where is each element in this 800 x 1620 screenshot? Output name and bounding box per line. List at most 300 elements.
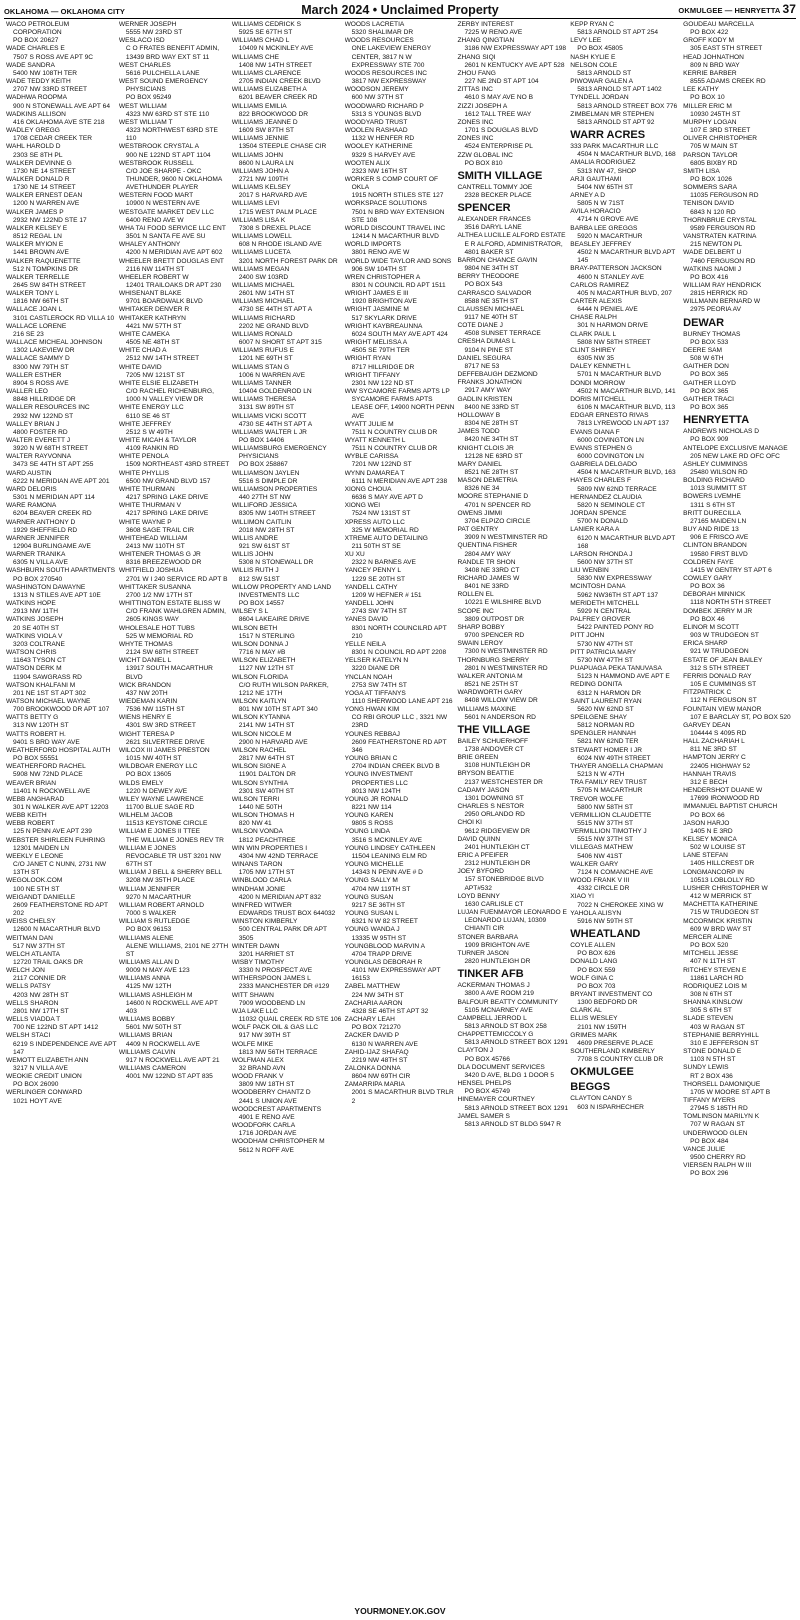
- claimant-name: WOOD FRANK V III: [570, 877, 630, 885]
- listing-entry: [683, 673, 794, 689]
- claimant-address: 4730 SE 44TH ST APT A: [238, 420, 313, 428]
- claimant-address: 8316 BREEZEWOOD DR: [125, 559, 202, 567]
- claimant-address: 3220 DIANE DR: [351, 665, 400, 673]
- listing-entry: [232, 747, 343, 763]
- claimant-address: 12904 BURLINGAME AVE: [13, 543, 91, 550]
- claimant-address: 7813 LYREWOOD LN APT 137: [577, 420, 670, 428]
- claimant-name: WIN WIN PROPERTIES I: [231, 844, 308, 852]
- claimant-address: 5700 N DONALD: [577, 518, 628, 526]
- listing-entry: [232, 861, 343, 877]
- claimant-address: 6500 NW GRAND BLVD 157: [125, 477, 211, 485]
- listing-entry: [232, 233, 343, 249]
- claimant-name: XU XU: [344, 551, 365, 559]
- claimant-name: WADE DELBERT U: [683, 249, 742, 257]
- claimant-name: JAMES TODD: [457, 428, 500, 436]
- claimant-address: 8521 NE 28TH ST: [464, 468, 519, 476]
- claimant-name: WORLD DISCOUNT TRAVEL INC: [344, 224, 446, 232]
- listing-entry: [345, 176, 456, 200]
- claimant-address: PO BOX 721270: [351, 1024, 401, 1032]
- listing-entry: [570, 600, 681, 616]
- claimant-address: 6000 COVINGTON LN: [577, 436, 644, 444]
- claimant-address: 2141 NW 14TH ST: [238, 722, 295, 730]
- claimant-name: WILLIAMS CHE: [231, 53, 279, 61]
- claimant-name: DEFFEBAUGH DEZMOND: [457, 371, 538, 379]
- claimant-address: 5601 NW 50TH ST: [125, 1024, 182, 1032]
- listing-entry: [6, 388, 117, 404]
- claimant-name: ERICA SHARP: [683, 640, 728, 648]
- claimant-name: GAITHER LLOYD: [683, 379, 736, 387]
- claimant-name: YOUNES REBBAJ: [344, 730, 400, 738]
- listing-entry: [345, 437, 456, 453]
- listing-entry: [683, 657, 794, 673]
- claimant-name: GAITHER TRACI: [683, 395, 734, 403]
- claimant-name: BALFOUR BEATTY COMMUNITY: [457, 998, 558, 1006]
- listing-entry: [119, 567, 230, 583]
- claimant-address: 4200 N MERIDIAN APT 832: [238, 893, 322, 901]
- claimant-name: WELSH STACI: [6, 1032, 51, 1040]
- claimant-address: 6305 NW 35: [577, 355, 614, 363]
- claimant-address: 2124 SW 68TH STREET: [125, 649, 199, 657]
- claimant-address: 5705 N MACARTHUR: [577, 787, 643, 795]
- claimant-name: WILLIAM JENNIFER: [118, 885, 181, 893]
- listing-entry: [570, 730, 681, 746]
- claimant-name: WEBB ROBERT: [6, 820, 55, 828]
- claimant-address: 2700 1/2 NW 17TH ST: [125, 591, 193, 599]
- listing-entry: [457, 428, 568, 444]
- listing-entry: [683, 918, 794, 934]
- claimant-name: WORKER S COMP COURT OF OKLA: [344, 175, 438, 192]
- claimant-address: 1612 TALL TREE WAY: [464, 110, 532, 118]
- listing-entry: [119, 192, 230, 208]
- listing-entry: [119, 796, 230, 812]
- claimant-name: WHITAKER DENVER R: [118, 306, 190, 314]
- listing-entry: [6, 682, 117, 698]
- claimant-name: WADKINS ALLISON: [6, 110, 66, 118]
- claimant-name: BRYANT INVESTMENT CO: [570, 990, 653, 998]
- listing-entry: [6, 209, 117, 225]
- claimant-address: 25480 WILSON RD: [690, 468, 748, 476]
- claimant-name: WESTBROOK CRYSTAL A: [118, 143, 199, 151]
- claimant-name: WARNER ANTHONY D: [6, 518, 76, 526]
- claimant-address: 4609 PRESERVE PLACE: [577, 1039, 654, 1047]
- claimant-name: ZERBY INTEREST: [457, 21, 514, 28]
- claimant-name: WILLIAMS ELIZABETH A: [231, 86, 307, 94]
- claimant-address: PO BOX 422: [690, 29, 729, 37]
- listing-entry: [457, 1080, 568, 1096]
- listing-entry: [6, 45, 117, 61]
- claimant-name: WARD AUSTIN: [6, 469, 52, 477]
- claimant-address: PO BOX 55551: [13, 755, 59, 763]
- claimant-name: WHITE ELSIE ELIZABETH: [118, 379, 199, 387]
- listing-entry: [345, 641, 456, 657]
- listing-entry: [345, 258, 456, 274]
- claimant-name: TIFFANY MYERS: [683, 1097, 736, 1104]
- listing-entry: [457, 542, 568, 558]
- listing-entry: [345, 421, 456, 437]
- claimant-address: 7501 N BRD WAY EXTENSION STE 108: [351, 208, 445, 224]
- listing-entry: [570, 877, 681, 893]
- claimant-address: 2753 SW 74TH ST: [351, 681, 407, 689]
- claimant-address: PO BOX 45749: [464, 1088, 510, 1096]
- claimant-address: 211 50TH ST SE: [351, 543, 401, 550]
- claimant-name: WOODBERRY CHANTZ D: [231, 1089, 311, 1097]
- claimant-address: PO BOX 543: [464, 281, 503, 289]
- claimant-name: WHITENER THOMAS G JR: [118, 551, 201, 559]
- claimant-name: GADLIN KRISTEN: [457, 395, 513, 403]
- listing-entry: [457, 306, 568, 322]
- listing-entry: [232, 657, 343, 673]
- claimant-name: WILSON TERRI: [231, 795, 280, 803]
- listing-entry: [345, 290, 456, 306]
- listing-entry: [457, 338, 568, 354]
- claimant-address: 4502 N MACARTHUR BLVD, 141: [577, 387, 676, 395]
- claimant-name: WATKINS VIOLA V: [6, 632, 63, 640]
- listing-entry: [345, 70, 456, 86]
- listing-entry: [345, 1065, 456, 1081]
- claimant-name: ALTHEA LUCILLE ALFORD ESTATE: [457, 232, 566, 240]
- listing-entry: [119, 21, 230, 37]
- listing-entry: [6, 649, 117, 665]
- claimant-address: 7460 FERGUSON RD: [690, 257, 756, 265]
- listing-entry: [232, 298, 343, 314]
- claimant-address: 6219 S INDEPENDENCE AVE APT 147: [13, 1040, 117, 1056]
- listing-entry: [345, 755, 456, 771]
- listing-entry: [119, 763, 230, 779]
- claimant-address: 1229 SE 20TH ST: [351, 575, 406, 583]
- claimant-address: 125 N PENN AVE APT 239: [13, 828, 92, 836]
- claimant-address: 5929 N CENTRAL: [577, 607, 632, 615]
- claimant-address: 5813 ARNOLD ST BLDG 5947 R: [464, 1120, 562, 1128]
- claimant-name: WADE TEDDY KEITH: [6, 78, 71, 86]
- listing-entry: [457, 290, 568, 306]
- listing-entry: [570, 975, 681, 991]
- listing-entry: [570, 412, 681, 428]
- listing-entry: [345, 127, 456, 143]
- listing-column-6: [570, 21, 683, 1599]
- claimant-address: 906 SW 104TH ST: [351, 265, 407, 273]
- claimant-name: WINANS TARON: [231, 861, 283, 869]
- listing-entry: [232, 1122, 343, 1138]
- claimant-address: 5422 PAINTED PONY RD: [577, 624, 654, 632]
- claimant-name: BRITT DURECILLA: [683, 509, 741, 517]
- claimant-name: WILSON THOMAS H: [231, 812, 295, 820]
- listing-entry: [345, 274, 456, 290]
- claimant-name: WILLIAM S RUTLEDGE: [118, 918, 190, 926]
- claimant-address: PO BOX 10: [690, 94, 725, 102]
- listing-entry: [6, 290, 117, 306]
- listing-entry: [232, 886, 343, 902]
- claimant-name: VIERSEN RALPH W III: [683, 1162, 752, 1170]
- listing-entry: [6, 951, 117, 967]
- claimant-name: ZACKER DAVID P: [344, 1032, 400, 1040]
- claimant-address: 10513 LOBLOLLY RD: [690, 876, 755, 884]
- claimant-name: WASHINGTON DAWAYNE: [6, 583, 86, 591]
- claimant-name: WILLIAMS VICKI SCOTT: [231, 412, 307, 420]
- claimant-name: VANSTRATEN KATRINA: [683, 233, 757, 241]
- claimant-address: REVOCABLE TR UST 3201 NW 67TH ST: [125, 852, 221, 869]
- claimant-address: 4524 ENTERPRISE PL: [464, 143, 533, 151]
- listing-entry: [119, 698, 230, 714]
- claimant-address: 5616 PULCHELLA LANE: [125, 69, 200, 77]
- claimant-name: WILLIAMS STAN G: [231, 363, 290, 371]
- claimant-name: CARLOS RAMIREZ: [570, 281, 629, 289]
- claimant-name: BOWERS LVEMHE: [683, 493, 741, 501]
- listing-entry: [6, 567, 117, 583]
- claimant-address: 5600 NW 37TH ST: [577, 559, 633, 566]
- claimant-name: YOUNGBLOOD MARVIN A: [344, 942, 426, 950]
- listing-entry: [683, 803, 794, 819]
- claimant-address: 4505 NE 48TH ST: [125, 339, 180, 347]
- listing-entry: [570, 314, 681, 330]
- claimant-name: SPEILGENE SHAY: [570, 713, 627, 721]
- claimant-address: 3801 RENO AVE W: [351, 249, 410, 257]
- claimant-address: 2101 NW 159TH: [577, 1023, 627, 1031]
- claimant-address: 1021 HOYT AVE: [13, 1097, 62, 1105]
- claimant-address: C O FRATES BENEFIT ADMIN, 13439 BRD WAY EXT ST 11: [125, 45, 220, 61]
- claimant-address: 10404 GOLDENROD LN: [238, 388, 312, 396]
- claimant-name: DALEY KENNETH L: [570, 363, 631, 371]
- claimant-address: 1313 N STILES AVE APT 10E: [13, 591, 101, 599]
- listing-entry: [232, 200, 343, 216]
- claimant-name: HOLLOWAY B: [457, 411, 501, 419]
- listing-entry: [232, 975, 343, 991]
- listing-entry: [683, 1113, 794, 1129]
- claimant-name: DEERE SAM: [683, 346, 722, 354]
- claimant-name: WILLIAMS MICHAEL: [231, 282, 295, 289]
- claimant-address: LEONARDO LUJAN, 10309 CHIANTI CIR: [464, 917, 547, 933]
- claimant-name: WATTS BETTY G: [6, 714, 59, 722]
- listing-entry: [457, 37, 568, 53]
- claimant-address: 12128 NE 63RD ST: [464, 452, 523, 460]
- listing-entry: [232, 37, 343, 53]
- claimant-name: WHITE PENOLA: [118, 453, 169, 461]
- claimant-address: 1738 ANDOVER CT: [464, 745, 524, 753]
- claimant-address: 1013 SUMMITT ST: [690, 485, 747, 493]
- listing-entry: [6, 160, 117, 176]
- claimant-name: WORKSPACE SOLUTIONS: [344, 200, 427, 208]
- claimant-name: PALFREY GROVER: [570, 616, 631, 624]
- claimant-name: ZZW GLOBAL INC: [457, 151, 513, 159]
- claimant-name: WELLS PATSY: [6, 983, 51, 991]
- claimant-name: ZABEL MATTHEW: [344, 983, 400, 991]
- listing-entry: [345, 910, 456, 926]
- claimant-name: GROFF KODY M: [683, 37, 734, 45]
- claimant-name: SHANNA KINSLOW: [683, 999, 743, 1007]
- claimant-address: 8408 WILLOW VIEW DR: [464, 697, 538, 705]
- listing-entry: [683, 21, 794, 37]
- claimant-name: TURNER JASON: [457, 949, 509, 957]
- claimant-address: 1132 W HENFER RD: [351, 135, 415, 143]
- claimant-address: 2001 S MACARTHUR BLVD TRLR 2: [351, 1089, 454, 1105]
- claimant-name: EDGAR ERNESTO RIVAS: [570, 412, 649, 420]
- claimant-address: 2512 NW 14TH STREET: [125, 355, 200, 363]
- claimant-name: CLAUSSEN MICHAEL: [457, 305, 525, 313]
- claimant-name: PIWOWAR GALEN A: [570, 78, 634, 86]
- claimant-name: WHITTINGTON ESTATE BLISS W: [118, 600, 221, 608]
- listing-entry: [570, 477, 681, 493]
- claimant-name: ZHANG QINGTIAN: [457, 37, 515, 45]
- listing-entry: [232, 429, 343, 445]
- claimant-address: 8555 ADAMS CREEK RD: [690, 78, 766, 86]
- claimant-name: WINBLOOD CARLA: [231, 877, 292, 885]
- listing-entry: [570, 567, 681, 583]
- claimant-name: VANCE JULIE: [683, 1145, 726, 1153]
- claimant-name: WILLIAMS EMILIA: [231, 102, 287, 110]
- claimant-address: 4200 N MERIDIAN AVE APT 602: [125, 249, 223, 257]
- claimant-address: 201 NE 1ST ST APT 302: [13, 689, 86, 697]
- claimant-address: 1915 NORTH STILES STE 127: [351, 192, 444, 200]
- claimant-address: PO BOX 270540: [13, 575, 63, 583]
- claimant-address: 2804 AMY WAY: [464, 550, 511, 558]
- claimant-name: CLARK AL: [570, 1007, 602, 1015]
- claimant-address: 2441 S UNION AVE: [238, 1097, 297, 1105]
- claimant-address: 6201 BEAVER CREEK RD: [238, 94, 318, 102]
- claimant-address: 9329 S HARVEY AVE: [351, 151, 416, 159]
- claimant-name: WISBY TIMOTHY: [231, 958, 285, 966]
- claimant-name: WILLIAMS WALTER L JR: [231, 428, 307, 436]
- claimant-address: 8600 N LAURA LN: [238, 159, 294, 167]
- claimant-address: PO BOX 1026: [690, 175, 732, 183]
- claimant-address: EDWARDS TRUST BOX 644032: [238, 910, 336, 918]
- claimant-name: WHOLESALE HOT TUBS: [118, 624, 195, 632]
- claimant-name: LOYD BENNY: [457, 892, 500, 900]
- listing-entry: [232, 608, 343, 624]
- claimant-name: WALLER LEO: [6, 388, 48, 396]
- claimant-name: QUENTINA FISHER: [457, 542, 518, 550]
- claimant-address: 1103 N 5TH ST: [690, 1056, 736, 1064]
- claimant-name: WILLMANN BERNARD W: [683, 298, 761, 306]
- listing-entry: [119, 241, 230, 257]
- claimant-name: WILLIAMS JOHN A: [231, 167, 289, 175]
- claimant-address: 5620 NW 62ND ST: [577, 705, 634, 713]
- listing-columns: [6, 21, 796, 1599]
- claimant-name: CHASE RALPH: [570, 314, 617, 322]
- claimant-address: 9700 SPENCER RD: [464, 632, 525, 640]
- claimant-name: MILLER ERIC M: [683, 102, 732, 110]
- claimant-address: 104444 S 4095 RD: [690, 729, 747, 737]
- claimant-address: 2301 SW 40TH ST: [238, 787, 295, 795]
- listing-entry: [570, 429, 681, 445]
- listing-entry: [570, 282, 681, 298]
- claimant-address: 6111 N MERIDIAN AVE APT 238: [351, 477, 448, 485]
- claimant-name: WYATT JULIE M: [344, 420, 394, 428]
- listing-entry: [345, 323, 456, 339]
- listing-entry: [119, 331, 230, 347]
- claimant-address: SYCAMORE FARMS APTS LEASE OFF, 14900 NORTH PENN AVE: [351, 396, 455, 420]
- claimant-name: WILLIMON CAITLIN: [231, 518, 292, 526]
- claimant-address: 5813 ARNOLD ST: [577, 69, 632, 77]
- claimant-address: 1415 W GENTRY ST APT 6: [690, 566, 772, 574]
- claimant-name: WOODS LACRETIA: [344, 21, 405, 28]
- listing-entry: [232, 380, 343, 396]
- listing-entry: [232, 796, 343, 812]
- claimant-name: EVANS DIANA F: [570, 428, 620, 436]
- claimant-address: 3208 NW 35TH PLACE: [125, 877, 195, 885]
- claimant-address: 3201 HARRIET ST: [238, 950, 295, 958]
- listing-entry: [683, 1130, 794, 1146]
- claimant-name: KELSEY MONICA: [683, 836, 737, 843]
- claimant-name: YOUNG SUSAN L: [344, 910, 399, 918]
- listing-entry: [345, 690, 456, 706]
- claimant-name: WADHWA ROOPMA: [6, 94, 68, 102]
- claimant-name: GABRIELA DELGADO: [570, 461, 637, 469]
- claimant-address: PO BOX 296: [690, 1170, 729, 1178]
- claimant-name: WILLIAMS CAMERON: [118, 1065, 186, 1072]
- listing-entry: [457, 232, 568, 256]
- claimant-name: WOODFORK CARLA: [231, 1122, 296, 1130]
- listing-entry: [6, 225, 117, 241]
- listing-entry: [119, 486, 230, 502]
- claimant-name: YOGA AT TIFFANYS: [344, 689, 406, 697]
- claimant-address: 5813 ARNOLD STREET BOX 776: [577, 102, 678, 110]
- claimant-address: 1517 N STERLING: [238, 632, 295, 640]
- claimant-address: 8401 NE 33RD: [464, 583, 509, 591]
- claimant-name: ZAHID-IJAZ SHAFAQ: [344, 1048, 409, 1056]
- listing-entry: [119, 225, 230, 241]
- listing-entry: [345, 812, 456, 828]
- claimant-name: DAVID QUINN: [457, 835, 501, 843]
- claimant-address: 6444 N PENIEL AVE: [577, 306, 638, 314]
- claimant-address: 2621 SILVERTREE DRIVE: [125, 738, 205, 746]
- claimant-name: WILCOX III JAMES PRESTON: [118, 746, 210, 754]
- listing-entry: [457, 706, 568, 722]
- listing-entry: [683, 493, 794, 509]
- claimant-address: 4101 NW EXPRESSWAY APT 16153: [351, 967, 441, 983]
- claimant-address: 32 BRAND AVN: [238, 1065, 286, 1072]
- claimant-name: WEOKIE CREDIT UNION: [6, 1073, 82, 1081]
- listing-entry: [6, 698, 117, 714]
- claimant-address: 5515 NW 37TH ST: [577, 836, 633, 844]
- listing-entry: [457, 819, 568, 835]
- claimant-name: YOUNG LINDSEY CATHLEEN: [344, 844, 436, 852]
- claimant-address: 1440 NE 50TH: [238, 804, 283, 811]
- city-heading: WARR ACRES: [570, 129, 646, 142]
- listing-entry: [345, 535, 456, 551]
- claimant-address: 4704 TRAPP DRIVE: [351, 950, 412, 958]
- claimant-address: PO BOX 365: [690, 371, 729, 379]
- claimant-address: 1405 HILLCREST DR: [690, 860, 755, 868]
- claimant-name: CHOI KI: [457, 819, 482, 827]
- claimant-address: 1509 NORTHEAST 43RD STREET: [125, 461, 230, 469]
- claimant-name: VILLEGAS MATHEW: [570, 844, 633, 852]
- claimant-address: 1127 NW 12TH ST: [238, 665, 294, 673]
- claimant-address: 6000 COVINGTON LN: [577, 452, 644, 460]
- claimant-name: WESTBROOK RUSSELL: [118, 159, 194, 167]
- claimant-address: 9701 BOARDWALK BLVD: [125, 298, 203, 306]
- claimant-address: 105 E CUMMINGS ST: [690, 681, 757, 689]
- listing-entry: [232, 519, 343, 535]
- claimant-address: 4217 SPRING LAKE DRIVE: [125, 494, 209, 502]
- claimant-address: 2312 HUNTLEIGH DR: [464, 860, 531, 868]
- claimant-name: NASH KYLIE E: [570, 53, 616, 61]
- claimant-name: PARSON TAYLOR: [683, 151, 738, 159]
- listing-entry: [232, 249, 343, 265]
- claimant-address: 3408 NE 33RD CT: [464, 566, 520, 574]
- claimant-name: WASHBURN SOUTH APARTMENTS: [6, 567, 116, 575]
- claimant-name: WYNN DAMAREA T: [344, 469, 405, 477]
- listing-entry: [232, 1089, 343, 1105]
- claimant-address: 10409 N MCKINLEY AVE: [238, 45, 314, 53]
- listing-entry: [232, 168, 343, 184]
- listing-entry: [345, 983, 456, 999]
- listing-entry: [232, 674, 343, 698]
- listing-entry: [683, 852, 794, 868]
- listing-entry: [119, 1049, 230, 1065]
- listing-entry: [345, 845, 456, 861]
- claimant-address: 5308 N STONEWALL DR: [238, 559, 314, 567]
- listing-entry: [345, 706, 456, 730]
- claimant-address: 5809 NW 62ND TERRACE: [577, 485, 657, 493]
